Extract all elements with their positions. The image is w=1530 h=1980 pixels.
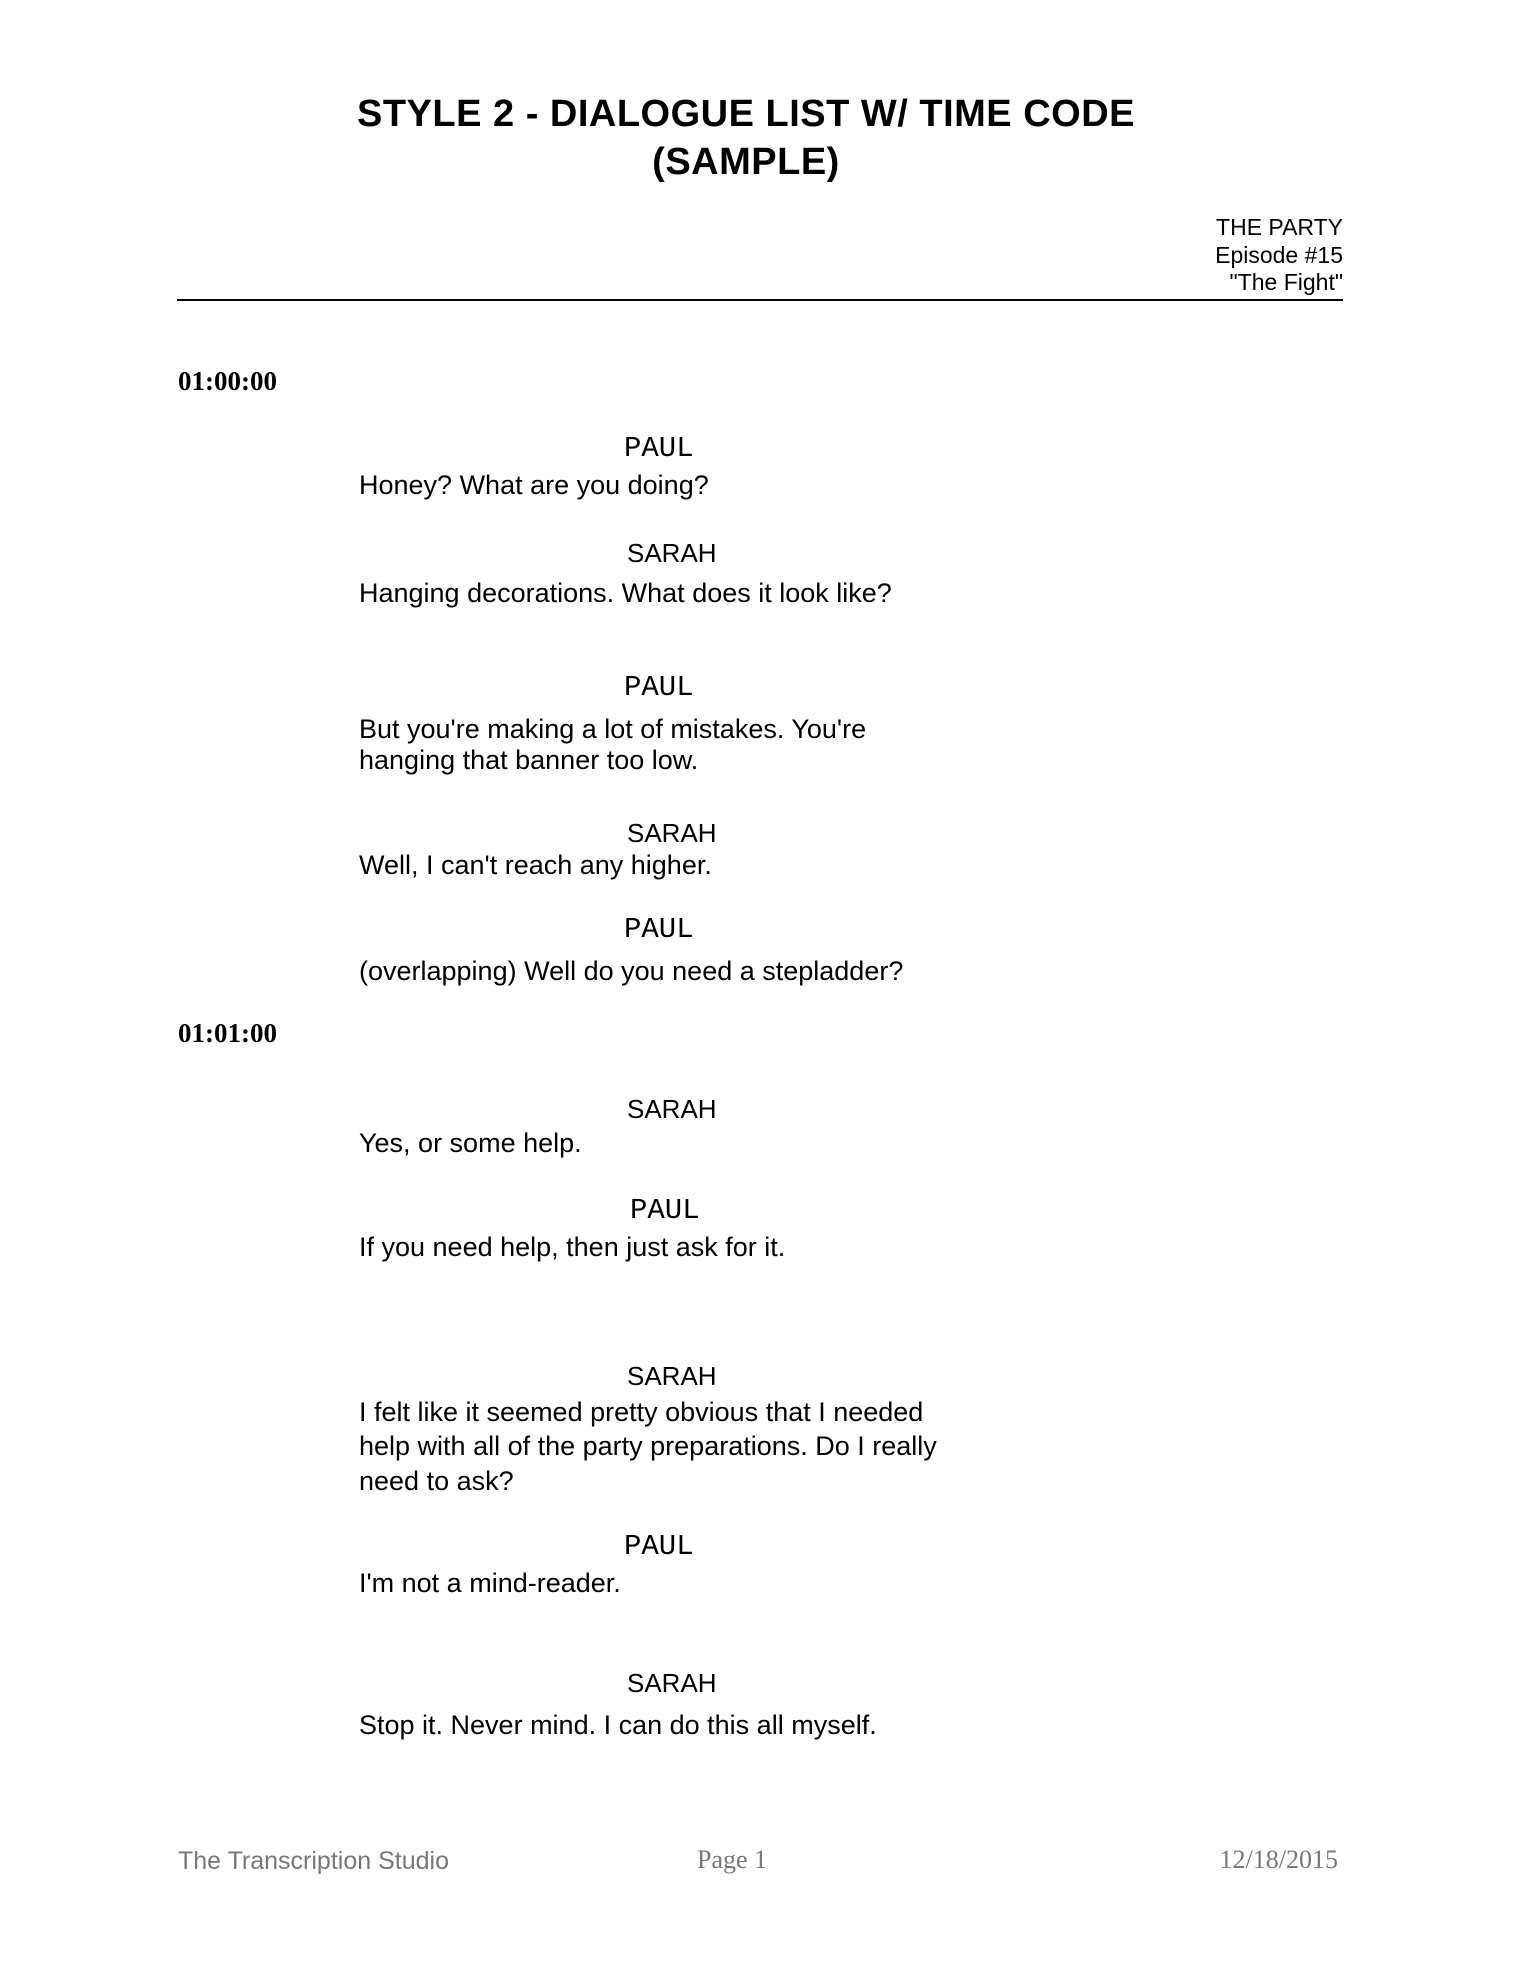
speaker-name: SARAH xyxy=(627,1668,717,1698)
episode-number: Episode #15 xyxy=(1215,242,1343,268)
document-title-line-2: (SAMPLE) xyxy=(652,141,840,183)
speaker-name: SARAH xyxy=(627,538,717,568)
dialogue-line: Honey? What are you doing? xyxy=(359,470,709,500)
footer-page-number: Page 1 xyxy=(697,1845,768,1874)
dialogue-line: Stop it. Never mind. I can do this all myself. xyxy=(359,1710,877,1740)
dialogue-line: I felt like it seemed pretty obvious that I needed xyxy=(359,1397,924,1427)
timecode: 01:00:00 xyxy=(178,366,277,396)
dialogue-line: (overlapping) Well do you need a stepladder? xyxy=(359,956,904,986)
dialogue-line: Yes, or some help. xyxy=(359,1128,582,1158)
speaker-name: PAUL xyxy=(624,913,694,946)
show-name: THE PARTY xyxy=(1216,214,1343,240)
timecode: 01:01:00 xyxy=(178,1018,277,1048)
dialogue-line: need to ask? xyxy=(359,1466,514,1496)
dialogue-line: If you need help, then just ask for it. xyxy=(359,1232,786,1262)
footer-date: 12/18/2015 xyxy=(1219,1845,1338,1874)
speaker-name: PAUL xyxy=(624,671,694,704)
dialogue-line: Well, I can't reach any higher. xyxy=(359,850,712,880)
header-divider xyxy=(177,299,1343,301)
speaker-name: SARAH xyxy=(627,818,717,848)
dialogue-line: help with all of the party preparations. Do I really xyxy=(359,1431,937,1461)
dialogue-line: Hanging decorations. What does it look like? xyxy=(359,578,892,608)
dialogue-line: I'm not a mind-reader. xyxy=(359,1568,621,1598)
speaker-name: PAUL xyxy=(624,1530,694,1563)
speaker-name: SARAH xyxy=(627,1361,717,1391)
speaker-name: PAUL xyxy=(630,1194,700,1227)
dialogue-line: hanging that banner too low. xyxy=(359,745,699,775)
document-title-line-1: STYLE 2 - DIALOGUE LIST W/ TIME CODE xyxy=(356,93,1136,135)
speaker-name: SARAH xyxy=(627,1094,717,1124)
episode-title: "The Fight" xyxy=(1229,269,1343,295)
speaker-name: PAUL xyxy=(624,432,694,465)
dialogue-line: But you're making a lot of mistakes. You're xyxy=(359,714,867,744)
footer-company: The Transcription Studio xyxy=(178,1847,449,1875)
